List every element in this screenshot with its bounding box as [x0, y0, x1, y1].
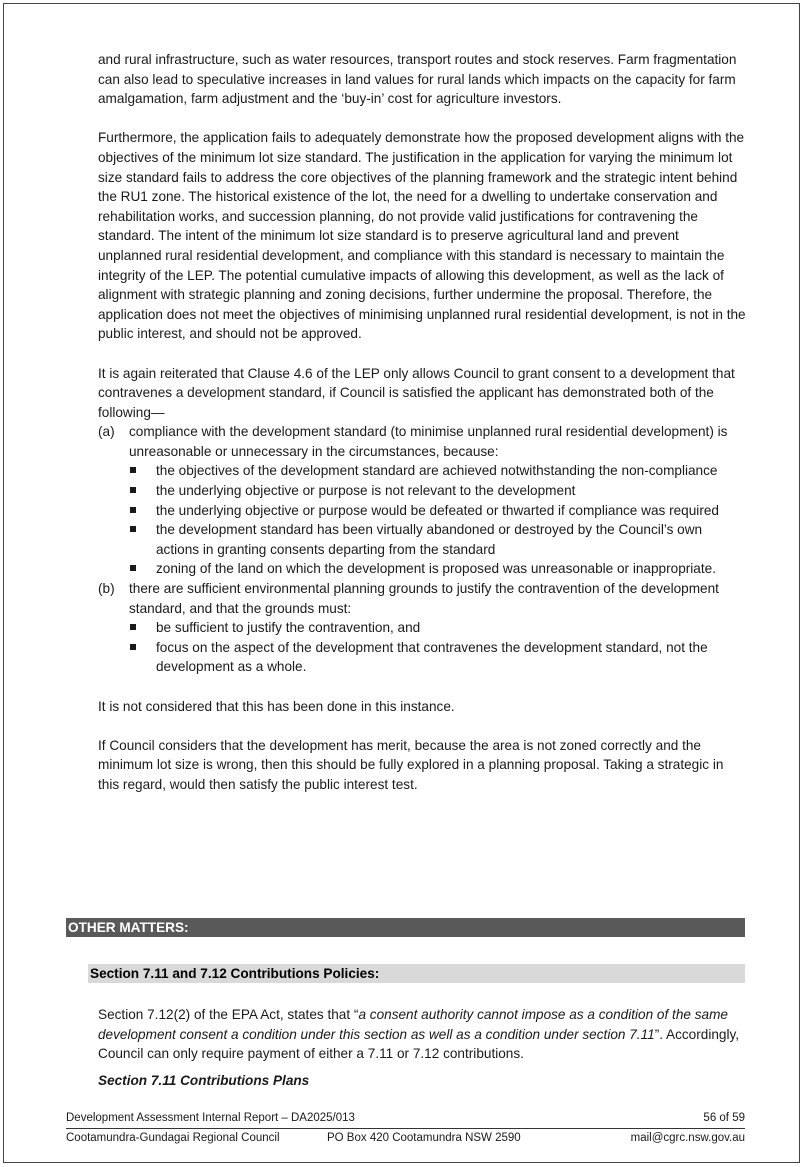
list-text-b: there are sufficient environmental planning grounds to justify the contravention of the development standard, and that the grounds must: — [129, 581, 719, 616]
bullet-item: be sufficient to justify the contravention, and — [98, 618, 746, 638]
list-label-a: (a) — [98, 424, 115, 440]
footer-report-title: Development Assessment Internal Report – DA2025/013 — [66, 1112, 355, 1124]
bullet-item: the underlying objective or purpose would be defeated or thwarted if compliance was required — [98, 501, 746, 521]
list-label-b: (b) — [98, 581, 115, 597]
paragraph-planning-proposal: If Council considers that the development has merit, because the area is not zoned correctly and the minimum lot size is wrong, then this should be fully explored in a planning proposal. Taking a strategic in this regard, would then satisfy the public interest test. — [98, 737, 724, 792]
square-bullet-icon — [130, 624, 136, 630]
list-item-b — [98, 579, 746, 618]
section-7-11-heading: Section 7.11 Contributions Plans — [98, 1073, 310, 1088]
bullet-item: the objectives of the development standard are achieved notwithstanding the non-compliance — [98, 461, 746, 481]
paragraph-clause-4-6: It is again reiterated that Clause 4.6 of the LEP only allows Council to grant consent to a development that contravenes a development standard, if Council is satisfied the applicant has demonstrated both of the following— — [98, 365, 735, 420]
footer-page-number: 56 of 59 — [703, 1112, 745, 1124]
bullet-item: the underlying objective or purpose is not relevant to the development — [98, 481, 746, 501]
body-text — [98, 50, 746, 795]
paragraph-rural-infrastructure: and rural infrastructure, such as water resources, transport routes and stock reserves. Farm fragmentation can also lead to speculative increases in land values for rural lands which impacts on the capacity for farm amalgamation, farm adjustment and the ‘buy-in’ cost for agriculture investors. — [98, 52, 737, 107]
square-bullet-icon — [130, 467, 136, 473]
square-bullet-icon — [130, 565, 136, 571]
footer-top — [66, 1112, 745, 1124]
other-matters-heading: OTHER MATTERS: — [66, 918, 745, 937]
contributions-paragraph: Section 7.12(2) of the EPA Act, states that “a consent authority cannot impose as a condition of the same development consent a condition under this section as well as a condition under section 7.11”. Accordingly, Council can only require payment of either a 7.11 or 7.12 contributions. — [98, 1007, 740, 1062]
paragraph-objectives: Furthermore, the application fails to adequately demonstrate how the proposed development aligns with the objectives of the minimum lot size standard. The justification in the application for varying the minimum lot size standard fails to address the core objectives of the planning framework and the strategic intent behind the RU1 zone. The historical existence of the lot, the need for a dwelling to undertake conservation and rehabilitation works, and succession planning, do not provide valid justifications for contravening the standard. The intent of the minimum lot size standard is to preserve agricultural land and prevent unplanned rural residential development, and compliance with this standard is necessary to maintain the integrity of the LEP. The potential cumulative impacts of allowing this development, as well as the lack of alignment with strategic planning and zoning decisions, further undermine the proposal. Therefore, the application does not meet the objectives of minimising unplanned rural residential development, is not in the public interest, and should not be approved. — [98, 130, 746, 342]
bullet-item: focus on the aspect of the development that contravenes the development standard, not the development as a whole. — [98, 638, 746, 677]
paragraph-not-done: It is not considered that this has been done in this instance. — [98, 698, 455, 714]
square-bullet-icon — [130, 487, 136, 493]
footer-email: mail@cgrc.nsw.gov.au — [630, 1132, 745, 1144]
square-bullet-icon — [130, 507, 136, 513]
quoted-text: a consent authority cannot impose as a condition of the same development consent a condition under this section as well as a condition under section 7.11 — [98, 1007, 728, 1042]
bullet-item: the development standard has been virtually abandoned or destroyed by the Council’s own actions in granting consents departing from the standard — [98, 520, 746, 559]
list-text-a: compliance with the development standard (to minimise unplanned rural residential development) is unreasonable or unnecessary in the circumstances, because: — [129, 424, 728, 459]
bullet-item: zoning of the land on which the development is proposed was unreasonable or inappropriate. — [98, 559, 746, 579]
square-bullet-icon — [130, 644, 136, 650]
square-bullet-icon — [130, 526, 136, 532]
footer-address: PO Box 420 Cootamundra NSW 2590 — [327, 1132, 521, 1144]
footer-council: Cootamundra-Gundagai Regional Council — [66, 1132, 280, 1144]
list-item-a — [98, 422, 746, 461]
footer-divider — [66, 1128, 745, 1129]
contributions-subheading: Section 7.11 and 7.12 Contributions Policies: — [88, 964, 745, 983]
